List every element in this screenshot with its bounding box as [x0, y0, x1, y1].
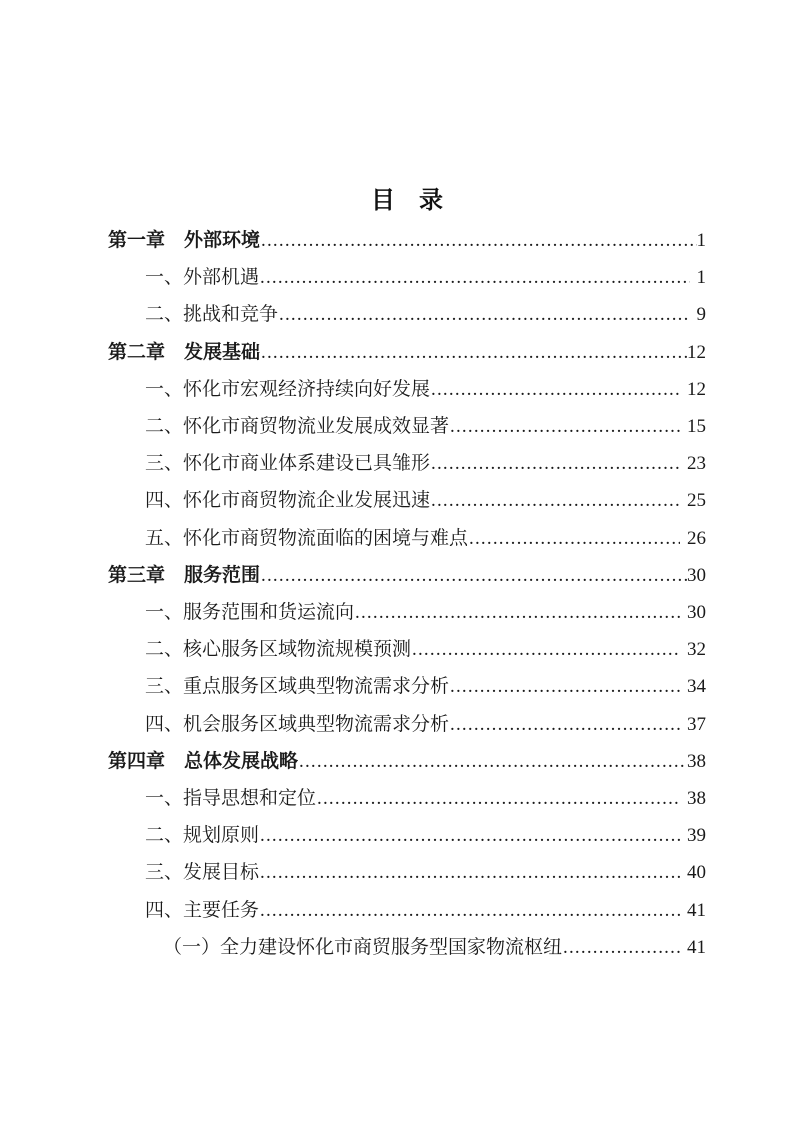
toc-entry-page: 1	[696, 230, 706, 251]
toc-entry-label: 四、机会服务区域典型物流需求分析	[145, 713, 450, 735]
toc-entry-label: 二、规划原则	[145, 825, 260, 847]
toc-leader-dots	[317, 780, 680, 817]
toc-entry-page: 41	[687, 899, 706, 921]
toc-leader-dots	[260, 817, 680, 854]
toc-entry-label: 二、挑战和竞争	[145, 304, 279, 326]
toc-entry[interactable]	[108, 482, 706, 519]
toc-leader-dots	[261, 222, 696, 259]
toc-entry-label: 五、怀化市商贸物流面临的困境与难点	[145, 527, 469, 549]
toc-entry-label: 三、发展目标	[145, 862, 260, 884]
toc-leader-dots	[261, 334, 687, 371]
toc-entry[interactable]	[108, 445, 706, 482]
toc-entry-page: 12	[687, 341, 706, 363]
toc-leader-dots	[412, 631, 680, 668]
toc-entry[interactable]	[108, 929, 706, 966]
toc-leader-dots	[450, 408, 680, 445]
toc-entry-page: 30	[687, 602, 706, 624]
toc-entry[interactable]	[108, 780, 706, 817]
toc-entry[interactable]	[108, 668, 706, 705]
toc-entry-page: 32	[687, 639, 706, 661]
toc-entry-page: 9	[696, 304, 706, 326]
toc-leader-dots	[260, 259, 689, 296]
toc-entry-label: 一、怀化市宏观经济持续向好发展	[145, 378, 431, 400]
toc-entry[interactable]	[108, 408, 706, 445]
toc-leader-dots	[355, 594, 680, 631]
toc-entry[interactable]	[108, 557, 706, 594]
toc-list	[108, 222, 706, 966]
toc-entry-page: 38	[687, 788, 706, 810]
toc-entry-page: 23	[687, 453, 706, 475]
toc-leader-dots	[431, 371, 680, 408]
toc-leader-dots	[260, 854, 680, 891]
toc-leader-dots	[431, 445, 680, 482]
toc-entry[interactable]	[108, 631, 706, 668]
toc-entry[interactable]	[108, 520, 706, 557]
toc-entry-label: 二、核心服务区域物流规模预测	[145, 639, 412, 661]
toc-leader-dots	[563, 929, 680, 966]
toc-entry-page: 12	[687, 378, 706, 400]
toc-entry-label: （一）全力建设怀化市商贸服务型国家物流枢纽	[163, 936, 563, 958]
toc-entry-page: 38	[687, 750, 706, 772]
toc-entry-page: 30	[687, 564, 706, 586]
toc-entry-label: 四、主要任务	[145, 899, 260, 921]
toc-entry-label: 第三章 服务范围	[108, 564, 261, 586]
toc-entry-page: 25	[687, 490, 706, 512]
toc-entry[interactable]	[108, 594, 706, 631]
toc-leader-dots	[260, 892, 680, 929]
toc-entry[interactable]	[108, 854, 706, 891]
toc-entry-page: 39	[687, 825, 706, 847]
toc-entry[interactable]	[108, 259, 706, 296]
toc-entry-label: 一、外部机遇	[145, 267, 260, 289]
toc-leader-dots	[469, 520, 680, 557]
toc-entry-label: 四、怀化市商贸物流企业发展迅速	[145, 490, 431, 512]
toc-entry[interactable]	[108, 334, 706, 371]
toc-entry[interactable]	[108, 892, 706, 929]
toc-entry-label: 三、重点服务区域典型物流需求分析	[145, 676, 450, 698]
toc-leader-dots	[431, 482, 680, 519]
toc-entry-label: 第四章 总体发展战略	[108, 750, 299, 772]
toc-title: 目 录	[371, 187, 443, 214]
toc-leader-dots	[299, 743, 687, 780]
toc-entry[interactable]	[108, 706, 706, 743]
toc-entry[interactable]	[108, 817, 706, 854]
toc-entry-label: 第二章 发展基础	[108, 341, 261, 363]
toc-entry-page: 34	[687, 676, 706, 698]
toc-entry-page: 15	[687, 416, 706, 438]
toc-leader-dots	[450, 706, 680, 743]
toc-entry-label: 第一章 外部环境	[108, 230, 261, 251]
toc-entry[interactable]	[108, 371, 706, 408]
toc-leader-dots	[261, 557, 687, 594]
toc-entry[interactable]	[108, 743, 706, 780]
toc-entry-label: 二、怀化市商贸物流业发展成效显著	[145, 416, 450, 438]
toc-leader-dots	[279, 296, 689, 333]
toc-leader-dots	[450, 668, 680, 705]
toc-entry-page: 37	[687, 713, 706, 735]
toc-entry-page: 1	[696, 267, 706, 289]
toc-entry-page: 41	[687, 936, 706, 958]
toc-entry-label: 一、服务范围和货运流向	[145, 602, 355, 624]
toc-entry[interactable]	[108, 222, 706, 259]
toc-entry-page: 26	[687, 527, 706, 549]
toc-entry-page: 40	[687, 862, 706, 884]
toc-entry-label: 一、指导思想和定位	[145, 788, 317, 810]
toc-entry-label: 三、怀化市商业体系建设已具雏形	[145, 453, 431, 475]
toc-entry[interactable]	[108, 296, 706, 333]
